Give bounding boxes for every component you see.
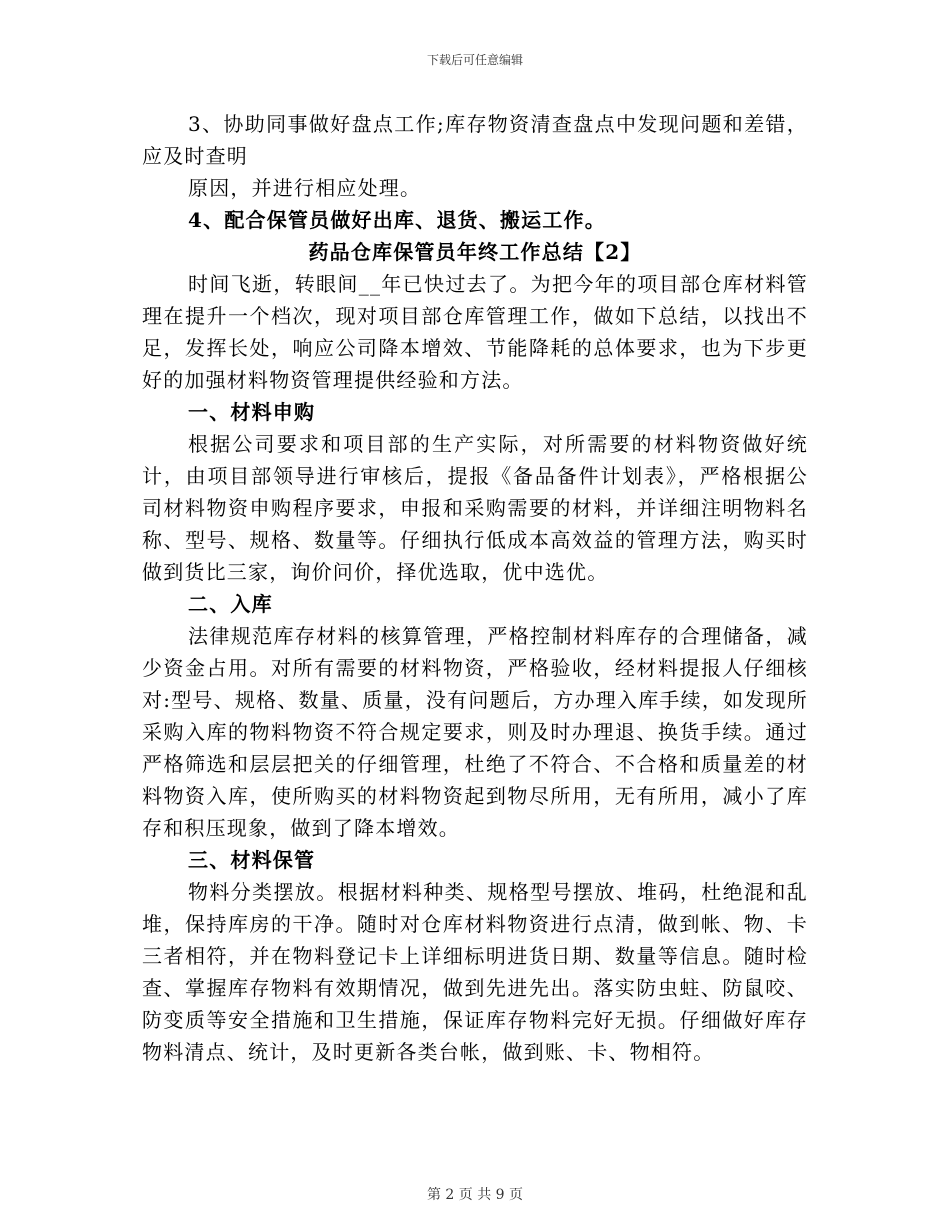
paragraph-item-3: 3、协助同事做好盘点工作;库存物资清查盘点中发现问题和差错，应及时查明 xyxy=(142,112,808,168)
heading-material-purchase: 一、材料申购 xyxy=(188,400,316,424)
paragraph-item-3-continued: 原因，并进行相应处理。 xyxy=(188,176,422,200)
paragraph-material-purchase: 根据公司要求和项目部的生产实际，对所需要的材料物资做好统计，由项目部领导进行审核后，提报《备品备件计划表》，严格根据公司材料物资申购程序要求，申报和采购需要的材料，并详细注明物料名称、型号、规格、数量等。仔细执行低成本高效益的管理方法，购买时做到货比三家，询价问价，择优选取，优中选优。 xyxy=(142,432,808,584)
section-title: 药品仓库保管员年终工作总结【2】 xyxy=(308,240,642,264)
document-body xyxy=(142,108,808,1068)
intro-paragraph: 时间飞逝，转眼间__年已快过去了。为把今年的项目部仓库材料管理在提升一个档次，现对项目部仓库管理工作，做如下总结，以找出不足，发挥长处，响应公司降本增效、节能降耗的总体要求，也为下步更好的加强材料物资管理提供经验和方法。 xyxy=(142,272,808,392)
heading-warehousing: 二、入库 xyxy=(188,592,273,616)
heading-material-storage: 三、材料保管 xyxy=(188,848,316,872)
paragraph-warehousing: 法律规范库存材料的核算管理，严格控制材料库存的合理储备，减少资金占用。对所有需要的材料物资，严格验收，经材料提报人仔细核对:型号、规格、数量、质量，没有问题后，方办理入库手续，如发现所采购入库的物料物资不符合规定要求，则及时办理退、换货手续。通过严格筛选和层层把关的仔细管理，杜绝了不符合、不合格和质量差的材料物资入库，使所购买的材料物资起到物尽所用，无有所用，减小了库存和积压现象，做到了降本增效。 xyxy=(142,624,808,840)
paragraph-item-4: 4、配合保管员做好出库、退货、搬运工作。 xyxy=(188,208,606,232)
page-header: 下载后可任意编辑 xyxy=(426,53,523,67)
page-footer: 第 2 页 共 9 页 xyxy=(426,1187,524,1203)
paragraph-material-storage: 物料分类摆放。根据材料种类、规格型号摆放、堆码，杜绝混和乱堆，保持库房的干净。随时对仓库材料物资进行点清，做到帐、物、卡三者相符，并在物料登记卡上详细标明进货日期、数量等信息。随时检查、掌握库存物料有效期情况，做到先进先出。落实防虫蛀、防鼠咬、防变质等安全措施和卫生措施，保证库存物料完好无损。仔细做好库存物料清点、统计，及时更新各类台帐，做到账、卡、物相符。 xyxy=(142,880,808,1064)
